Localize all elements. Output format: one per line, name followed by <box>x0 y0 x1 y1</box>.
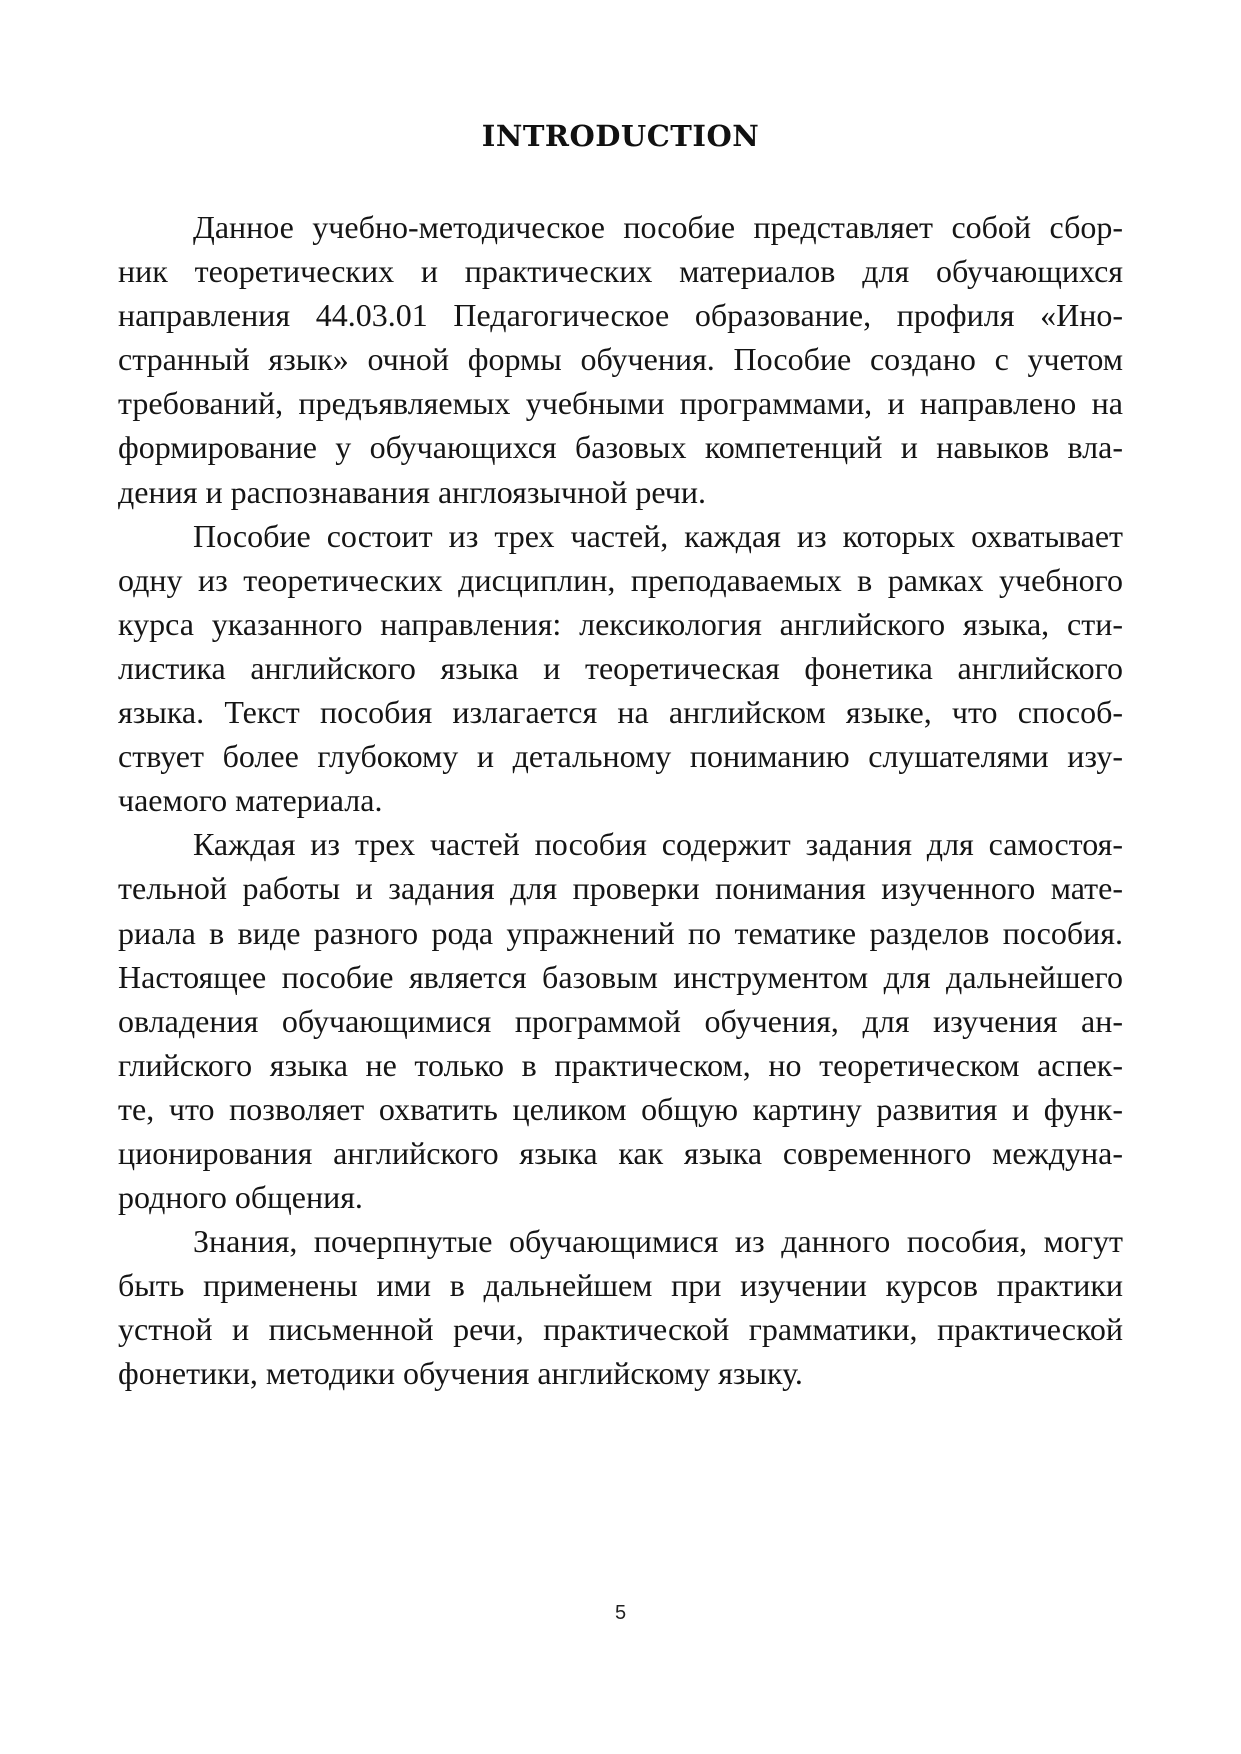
paragraph-line: Настоящее пособие является базовым инструментом для дальнейшего <box>118 958 1123 995</box>
paragraph-1 <box>118 205 1123 514</box>
paragraph-2 <box>118 514 1123 823</box>
paragraph-line: глийского языка не только в практическом, но теоретическом аспек- <box>118 1046 1123 1083</box>
paragraph-line: направления 44.03.01 Педагогическое образование, профиля «Ино- <box>118 297 1123 334</box>
paragraph-4 <box>118 1219 1123 1395</box>
paragraph-line: быть применены ими в дальнейшем при изучении курсов практики <box>118 1267 1123 1304</box>
page-title: INTRODUCTION <box>481 119 760 153</box>
paragraph-line: курса указанного направления: лексикология английского языка, сти- <box>118 605 1123 642</box>
paragraph-line: ник теоретических и практических материалов для обучающихся <box>118 253 1123 290</box>
paragraph-line: фонетики, методики обучения английскому языку. <box>118 1355 803 1392</box>
paragraph-line: языка. Текст пособия излагается на английском языке, что способ- <box>118 694 1123 731</box>
paragraph-line: те, что позволяет охватить целиком общую картину развития и функ- <box>118 1090 1123 1127</box>
paragraph-line: ционирования английского языка как языка современного междуна- <box>118 1134 1123 1171</box>
paragraph-line: ствует более глубокому и детальному пониманию слушателями изу- <box>118 738 1123 775</box>
paragraph-line: овладения обучающимися программой обучения, для изучения ан- <box>118 1002 1123 1039</box>
paragraph-line: требований, предъявляемых учебными программами, и направлено на <box>118 385 1123 422</box>
paragraph-line: Знания, почерпнутые обучающимися из данного пособия, могут <box>193 1223 1123 1260</box>
paragraph-line: дения и распознавания англоязычной речи. <box>118 473 706 510</box>
paragraph-line: странный язык» очной формы обучения. Пособие создано с учетом <box>118 341 1123 378</box>
paragraph-line: листика английского языка и теоретическая фонетика английского <box>118 649 1123 686</box>
page-number: 5 <box>614 1602 627 1624</box>
paragraph-line: Данное учебно-методическое пособие представляет собой сбор- <box>193 209 1123 245</box>
paragraph-3 <box>118 822 1123 1219</box>
paragraph-line: одну из теоретических дисциплин, преподаваемых в рамках учебного <box>118 561 1123 598</box>
paragraph-line: Пособие состоит из трех частей, каждая из которых охватывает <box>193 517 1123 554</box>
paragraph-line: Каждая из трех частей пособия содержит задания для самостоя- <box>193 826 1123 863</box>
paragraph-line: формирование у обучающихся базовых компетенций и навыков вла- <box>118 429 1123 466</box>
paragraph-line: устной и письменной речи, практической грамматики, практической <box>118 1311 1123 1348</box>
body-text <box>118 205 1123 1396</box>
paragraph-line: риала в виде разного рода упражнений по тематике разделов пособия. <box>118 914 1123 951</box>
paragraph-line: тельной работы и задания для проверки понимания изученного мате- <box>118 870 1123 907</box>
paragraph-line: родного общения. <box>118 1179 363 1216</box>
paragraph-line: чаемого материала. <box>118 782 383 819</box>
